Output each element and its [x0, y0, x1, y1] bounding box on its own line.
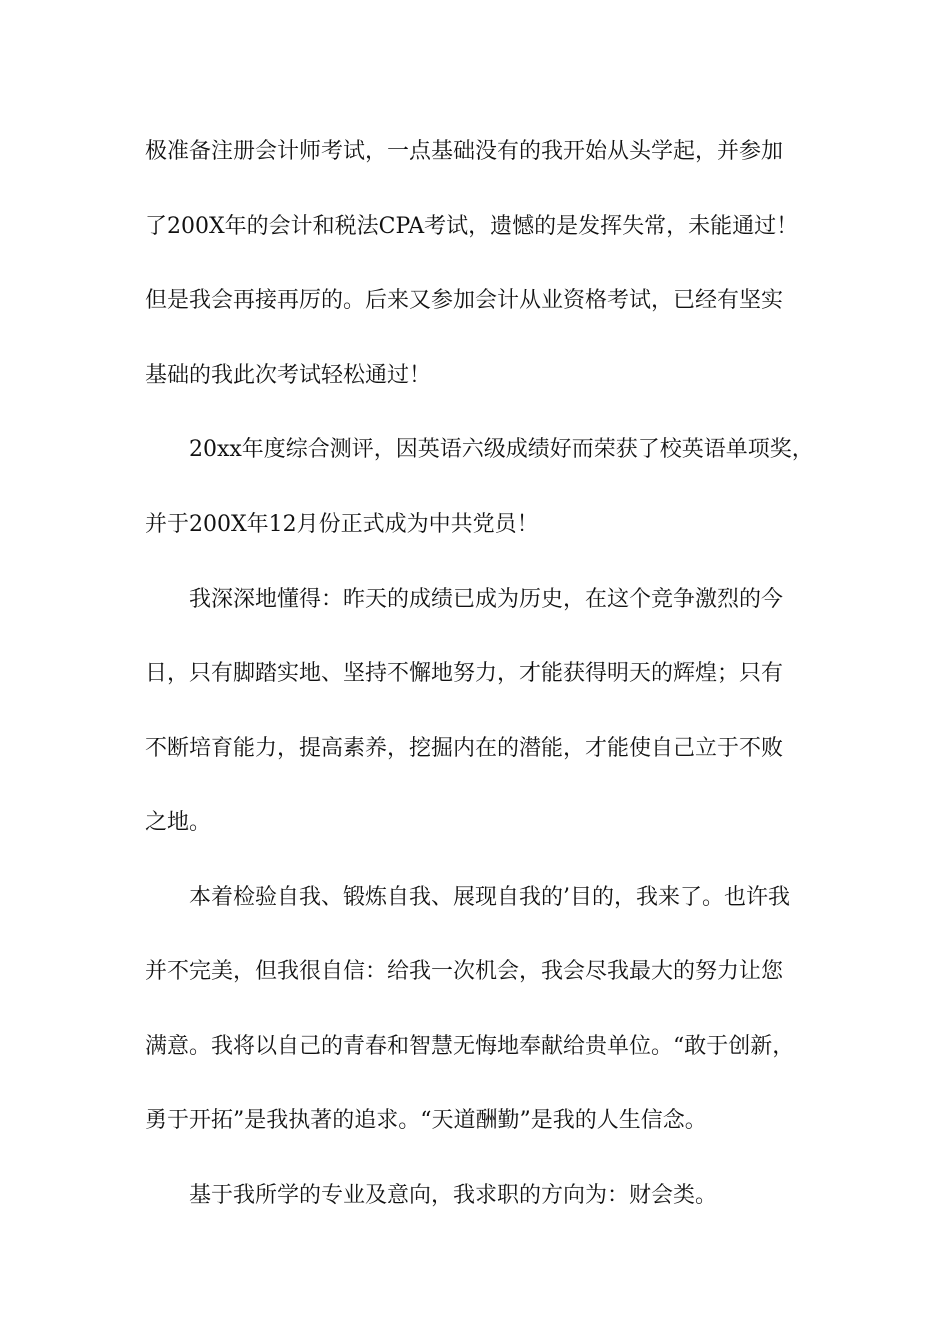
text-line: 极准备注册会计师考试，一点基础没有的我开始从头学起，并参加 [145, 139, 784, 164]
text-line: 满意。我将以自己的青春和智慧无悔地奉献给贵单位。“敢于创新， [145, 1034, 795, 1059]
text-line: 了200X年的会计和税法CPA考试，遗憾的是发挥失常，未能通过！ [145, 214, 799, 239]
text-line: 不断培育能力，提高素养，挖掘内在的潜能，才能使自己立于不败 [145, 736, 784, 761]
paragraph-start-line: 我深深地懂得：昨天的成绩已成为历史，在这个竞争激烈的今 [189, 587, 784, 612]
text-line: 并不完美，但我很自信：给我一次机会，我会尽我最大的努力让您 [145, 959, 784, 984]
paragraph-start-line: 基于我所学的专业及意向，我求职的方向为：财会类。 [189, 1183, 718, 1208]
text-line: 之地。 [145, 810, 212, 835]
text-line: 并于200X年12月份正式成为中共党员！ [145, 512, 539, 537]
text-line: 但是我会再接再厉的。后来又参加会计从业资格考试，已经有坚实 [145, 288, 784, 313]
text-line: 勇于开拓”是我执著的追求。“天道酬勤”是我的人生信念。 [145, 1108, 707, 1133]
paragraph-start-line: 20xx年度综合测评，因英语六级成绩好而荣获了校英语单项奖， [189, 437, 814, 462]
text-line: 基础的我此次考试轻松通过！ [145, 363, 432, 388]
text-line: 日，只有脚踏实地、坚持不懈地努力，才能获得明天的辉煌；只有 [145, 661, 784, 686]
paragraph-start-line: 本着检验自我、锻炼自我、展现自我的’目的，我来了。也许我 [189, 885, 790, 910]
